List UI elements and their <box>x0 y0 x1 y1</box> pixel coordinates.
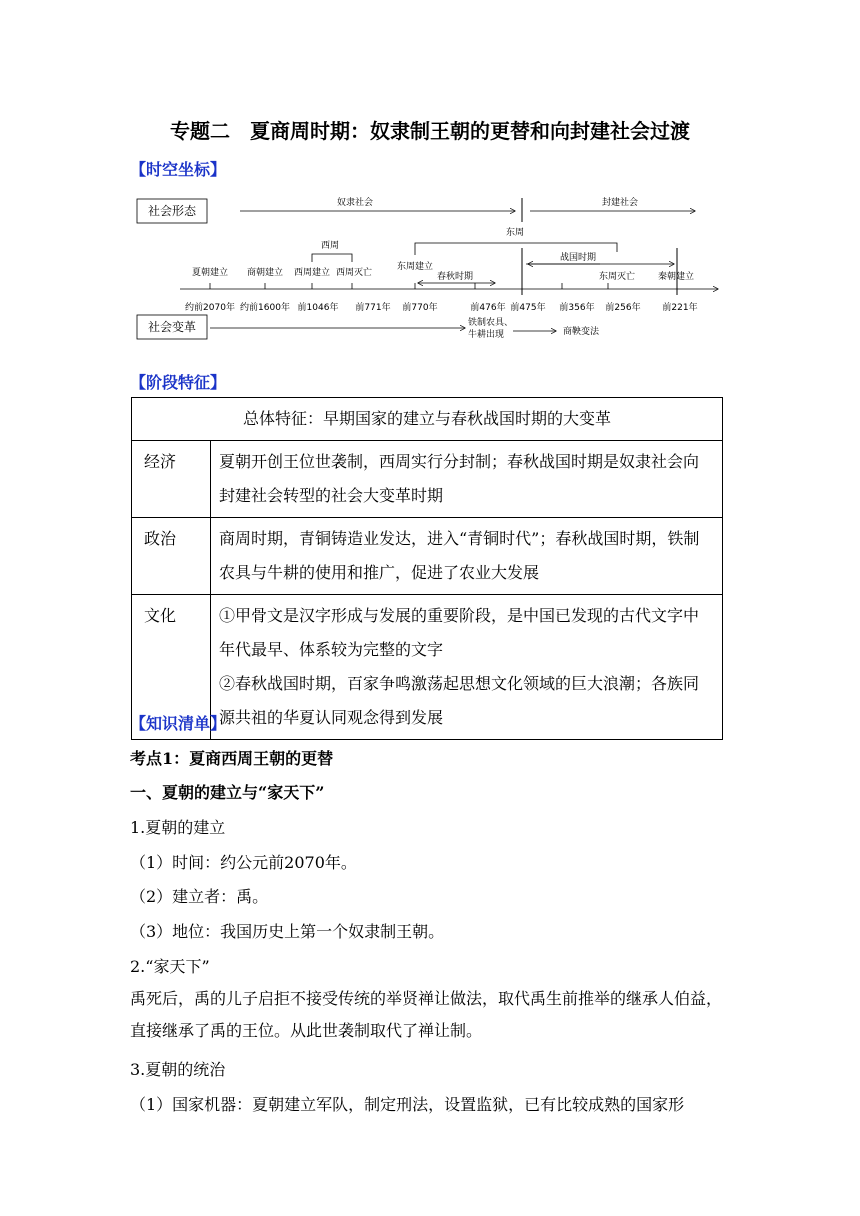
kp1-heading: 考点1：夏商西周王朝的更替 <box>130 749 334 768</box>
date-1046: 前1046年 <box>297 303 339 313</box>
section-time-coordinates: 【时空坐标】 <box>130 160 227 179</box>
row-text: 夏朝开创王位世袭制，西周实行分封制；春秋战国时期是奴隶社会向封建社会转型的社会大变革时期 <box>211 441 723 518</box>
s1-item-3: （3）地位：我国历史上第一个奴隶制王朝。 <box>130 922 445 941</box>
date-356: 前356年 <box>559 303 595 313</box>
s1-item-1: （1）时间：约公元前2070年。 <box>130 853 357 872</box>
s2-heading: 2.“家天下” <box>130 957 210 976</box>
date-771: 前771年 <box>355 303 391 313</box>
social-form-label: 社会形态 <box>147 204 197 218</box>
culture-point-2: ②春秋战国时期，百家争鸣激荡起思想文化领域的巨大浪潮；各族同源共祖的华夏认同观念得到发展 <box>219 674 700 727</box>
section-knowledge-list: 【知识清单】 <box>130 714 227 733</box>
table-row <box>132 441 723 518</box>
culture-point-1: ①甲骨文是汉字形成与发展的重要阶段，是中国已发现的古代文字中年代最早、体系较为完整的文字 <box>219 606 700 659</box>
row-label: 政治 <box>132 518 211 595</box>
row-text: 商周时期，青铜铸造业发达，进入“青铜时代”；春秋战国时期，铁制农具与牛耕的使用和推广，促进了农业大发展 <box>211 518 723 595</box>
s2-paragraph: 禹死后，禹的儿子启拒不接受传统的举贤禅让做法，取代禹生前推举的继承人伯益，直接继承了禹的王位。从此世袭制取代了禅让制。 <box>130 989 723 1040</box>
event-xizhou-start: 西周建立 <box>293 268 331 278</box>
h1-heading: 一、夏朝的建立与“家天下” <box>130 783 325 802</box>
stage-features-table <box>131 397 723 740</box>
s3-heading: 3.夏朝的统治 <box>130 1060 226 1079</box>
iron-tools-line1: 铁制农具、 <box>468 318 514 328</box>
date-476: 前476年 <box>470 303 506 313</box>
table-row <box>132 398 723 441</box>
date-256: 前256年 <box>605 303 641 313</box>
date-xia: 约前2070年 <box>185 303 235 313</box>
row-text <box>211 595 723 740</box>
event-xizhou-end: 西周灭亡 <box>335 268 373 278</box>
spring-autumn-label: 春秋时期 <box>436 272 474 282</box>
row-label: 经济 <box>132 441 211 518</box>
section-stage-features: 【阶段特征】 <box>130 373 227 392</box>
date-221: 前221年 <box>662 303 698 313</box>
s1-heading: 1.夏朝的建立 <box>130 818 226 837</box>
shang-yang-label: 商鞅变法 <box>563 327 600 337</box>
date-shang: 约前1600年 <box>240 303 290 313</box>
page-title: 专题二 夏商周时期：奴隶制王朝的更替和向封建社会过渡 <box>170 119 690 143</box>
date-475: 前475年 <box>510 303 546 313</box>
warring-states-label: 战国时期 <box>559 253 597 263</box>
feudal-society-label: 封建社会 <box>601 198 639 208</box>
event-shang: 商朝建立 <box>246 268 284 278</box>
overall-feature: 总体特征：早期国家的建立与春秋战国时期的大变革 <box>132 398 723 441</box>
s3-item-1: （1）国家机器：夏朝建立军队，制定刑法，设置监狱，已有比较成熟的国家形 <box>130 1095 685 1114</box>
dongzhou-label: 东周 <box>505 228 525 238</box>
social-change-label: 社会变革 <box>147 320 197 334</box>
event-dongzhou-end: 东周灭亡 <box>598 272 636 282</box>
event-qin: 秦朝建立 <box>657 272 695 282</box>
iron-tools-line2: 牛耕出现 <box>468 330 505 340</box>
s1-item-2: （2）建立者：禹。 <box>130 887 269 906</box>
date-770: 前770年 <box>402 303 438 313</box>
table-row <box>132 518 723 595</box>
xizhou-label: 西周 <box>320 241 340 251</box>
event-dongzhou-start: 东周建立 <box>396 262 434 272</box>
event-xia: 夏朝建立 <box>191 268 229 278</box>
timeline-diagram <box>130 190 730 350</box>
row-label: 文化 <box>132 595 211 740</box>
slave-society-label: 奴隶社会 <box>336 198 374 208</box>
